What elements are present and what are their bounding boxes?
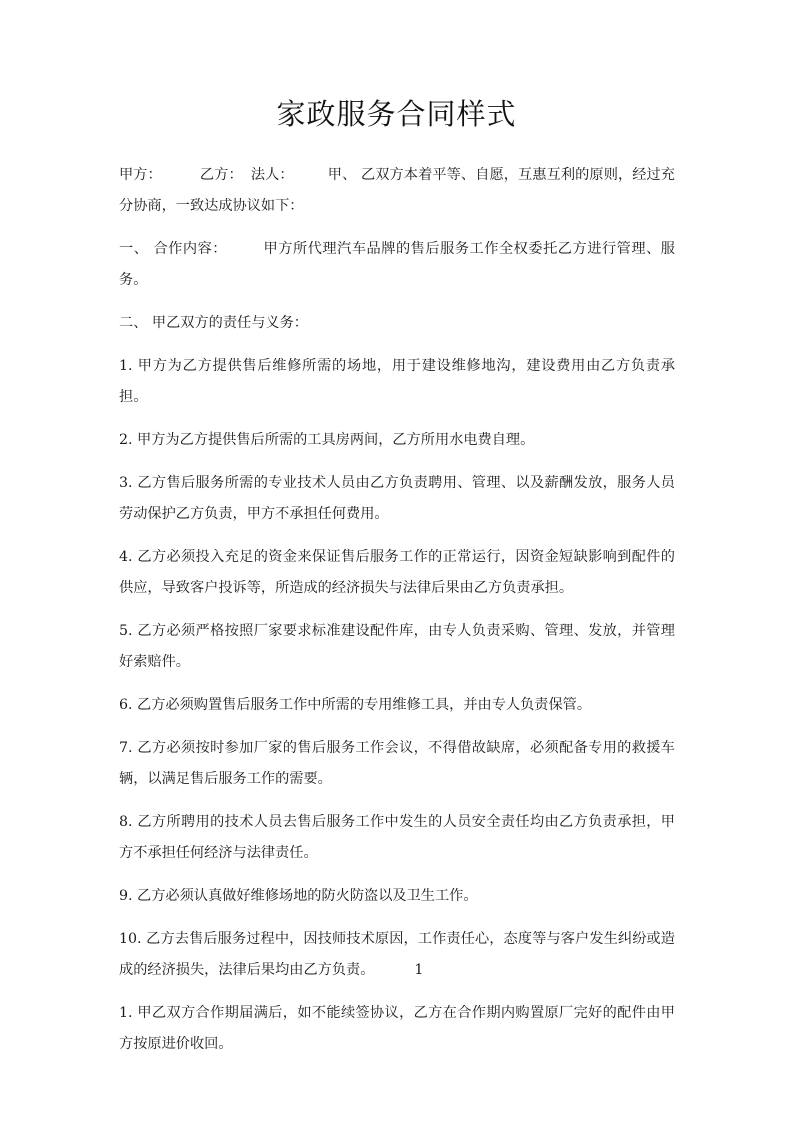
list-item: 4. 乙方必须投入充足的资金来保证售后服务工作的正常运行，因资金短缺影响到配件的供应，导致客户投诉等，所造成的经济损失与法律后果由乙方负责承担。 xyxy=(119,549,675,596)
list-item: 3. 乙方售后服务所需的专业技术人员由乙方负责聘用、管理、以及薪酬发放，服务人员劳动保护乙方负责，甲方不承担任何费用。 xyxy=(119,475,675,522)
list-item: 8. 乙方所聘用的技术人员去售后服务工作中发生的人员安全责任均由乙方负责承担，甲方不承担任何经济与法律责任。 xyxy=(119,814,675,861)
page-number: 1 xyxy=(414,962,424,978)
list-item: 2. 甲方为乙方提供售后所需的工具房两间，乙方所用水电费自理。 xyxy=(119,432,535,448)
document-body xyxy=(119,160,675,1072)
list-item: 1. 甲方为乙方提供售后维修所需的场地，用于建设维修地沟，建设费用由乙方负责承担。 xyxy=(119,358,675,405)
section1-text: 甲方所代理汽车品牌的售后服务工作全权委托乙方进行管理、服务。 xyxy=(119,241,675,288)
section1-heading: 一、 合作内容： xyxy=(119,241,228,257)
list-item-10 xyxy=(119,924,675,986)
list-item: 6. 乙方必须购置售后服务工作中所需的专用维修工具，并由专人负责保管。 xyxy=(119,697,592,713)
list-item: 5. 乙方必须严格按照厂家要求标准建设配件库，由专人负责采购、管理、发放，并管理好索赔件。 xyxy=(119,623,675,670)
party-b-label: 乙方： xyxy=(199,167,243,183)
list-item: 7. 乙方必须按时参加厂家的售后服务工作会议，不得借故缺席，必须配备专用的救援车辆，以满足售后服务工作的需要。 xyxy=(119,740,675,787)
intro-text: 甲、 乙双方本着平等、自愿，互惠互利的原则，经过充分协商，一致达成协议如下： xyxy=(119,167,675,214)
section2-heading: 二、 甲乙双方的责任与义务： xyxy=(119,315,308,331)
legal-person-label: 法人： xyxy=(250,167,294,183)
party-a-label: 甲方： xyxy=(119,167,162,183)
list-item: 9. 乙方必须认真做好维修场地的防火防盗以及卫生工作。 xyxy=(119,888,478,904)
list-item: 1. 甲乙双方合作期届满后，如不能续签协议，乙方在合作期内购置原厂完好的配件由甲方按原进价收回。 xyxy=(119,1005,675,1052)
item10-text: 10. 乙方去售后服务过程中，因技师技术原因，工作责任心，态度等与客户发生纠纷或造成的经济损失，法律后果均由乙方负责。 xyxy=(119,931,675,978)
section1-paragraph xyxy=(119,234,675,296)
document-title: 家政服务合同样式 xyxy=(276,97,517,131)
parties-paragraph xyxy=(119,160,675,222)
